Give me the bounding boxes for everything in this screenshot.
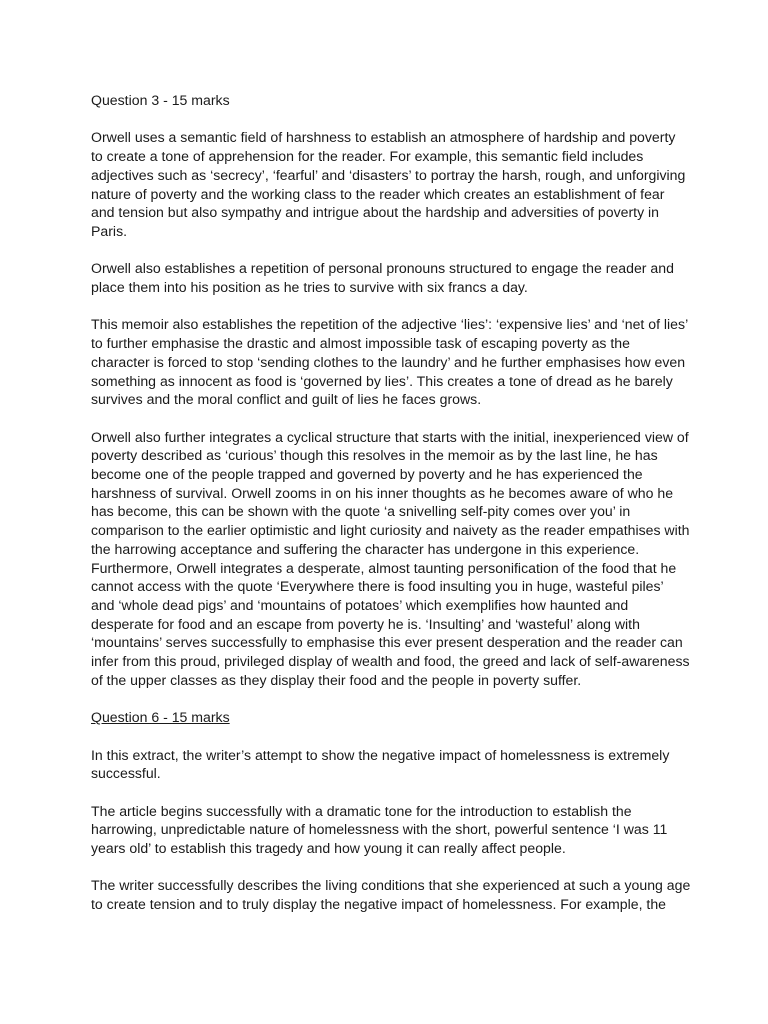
- text-line: harrowing, unpredictable nature of homelessness with the short, powerful sentence ‘I was 11: [91, 821, 668, 838]
- text-line: place them into his position as he tries to survive with six francs a day.: [91, 279, 528, 295]
- paragraph-article-opening: [91, 802, 691, 858]
- text-line: years old’ to establish this tragedy and how young it can really affect people.: [91, 840, 566, 857]
- text-line: The writer successfully describes the living conditions that she experienced at such a young age: [91, 877, 691, 894]
- text-line: the harrowing acceptance and suffering the character has undergone in this experience.: [91, 540, 640, 557]
- text-line: nature of poverty and the working class to the reader which creates an establishment of fear: [91, 185, 665, 202]
- text-line: cannot access with the quote ‘Everywhere there is food insulting you in huge, wasteful piles’: [91, 578, 664, 595]
- text-line: Furthermore, Orwell integrates a desperate, almost taunting personification of the food that he: [91, 559, 677, 576]
- paragraph-personal-pronouns: [91, 259, 691, 296]
- text-line: become one of the people trapped and governed by poverty and he has experienced the: [91, 466, 643, 482]
- text-line: survives and the moral conflict and guilt of lies he faces grows.: [91, 391, 482, 408]
- heading-question-3: Question 3 - 15 marks: [91, 92, 230, 108]
- text-line: has become, this can be shown with the quote ‘a snivelling self-pity comes over you’ in: [91, 503, 631, 520]
- heading-question-6: Question 6 - 15 marks: [91, 709, 230, 726]
- text-line: Paris.: [91, 222, 128, 239]
- text-line: to create a tone of apprehension for the reader. For example, this semantic field includes: [91, 148, 644, 165]
- text-line: In this extract, the writer’s attempt to show the negative impact of homelessness is extremely: [91, 746, 670, 763]
- text-line: The article begins successfully with a dramatic tone for the introduction to establish the: [91, 802, 632, 819]
- text-line: to further emphasise the drastic and almost impossible task of escaping poverty as the: [91, 335, 630, 352]
- text-line: ‘mountains’ serves successfully to emphasise this ever present desperation and the reader can: [91, 634, 683, 651]
- text-line: infer from this proud, privileged display of wealth and food, the greed and lack of self-awareness: [91, 653, 690, 670]
- paragraph-extract-intro: [91, 746, 691, 783]
- document-body: [91, 91, 691, 933]
- paragraph-living-conditions: [91, 876, 691, 913]
- paragraph-semantic-field: [91, 128, 691, 240]
- text-line: desperate for food and an escape from poverty he is. ‘Insulting’ and ‘wasteful’ along with: [91, 615, 640, 632]
- text-line: This memoir also establishes the repetition of the adjective ‘lies’: ‘expensive lies’ and ‘net of lies’: [91, 316, 689, 333]
- text-line: of the upper classes as they display their food and the people in poverty suffer.: [91, 671, 582, 688]
- text-line: poverty described as ‘curious’ though this resolves in the memoir as by the last line, he has: [91, 447, 658, 464]
- text-line: comparison to the earlier optimistic and light curiosity and naivety as the reader empathises with: [91, 522, 690, 539]
- text-line: harshness of survival. Orwell zooms in on his inner thoughts as he becomes aware of who he: [91, 484, 674, 501]
- text-line: character is forced to stop ‘sending clothes to the laundry’ and he further emphasises how even: [91, 353, 686, 370]
- text-line: adjectives such as ‘secrecy’, ‘fearful’ and ‘disasters’ to portray the harsh, rough, and unforgiving: [91, 166, 686, 183]
- text-line: Orwell also further integrates a cyclical structure that starts with the initial, inexperienced view of: [91, 428, 689, 445]
- text-line: Orwell uses a semantic field of harshness to establish an atmosphere of hardship and poverty: [91, 129, 676, 146]
- paragraph-cyclical-structure: [91, 428, 691, 690]
- text-line: to create tension and to truly display the negative impact of homelessness. For example, the: [91, 896, 667, 913]
- text-line: and ‘whole dead pigs’ and ‘mountains of potatoes’ which exemplifies how haunted and: [91, 596, 629, 613]
- paragraph-adjective-lies: [91, 315, 691, 409]
- text-line: Orwell also establishes a repetition of personal pronouns structured to engage the reader and: [91, 260, 674, 277]
- text-line: and tension but also sympathy and intrigue about the hardship and adversities of poverty in: [91, 204, 660, 221]
- text-line: successful.: [91, 765, 161, 782]
- text-line: something as innocent as food is ‘governed by lies’. This creates a tone of dread as he barely: [91, 372, 673, 389]
